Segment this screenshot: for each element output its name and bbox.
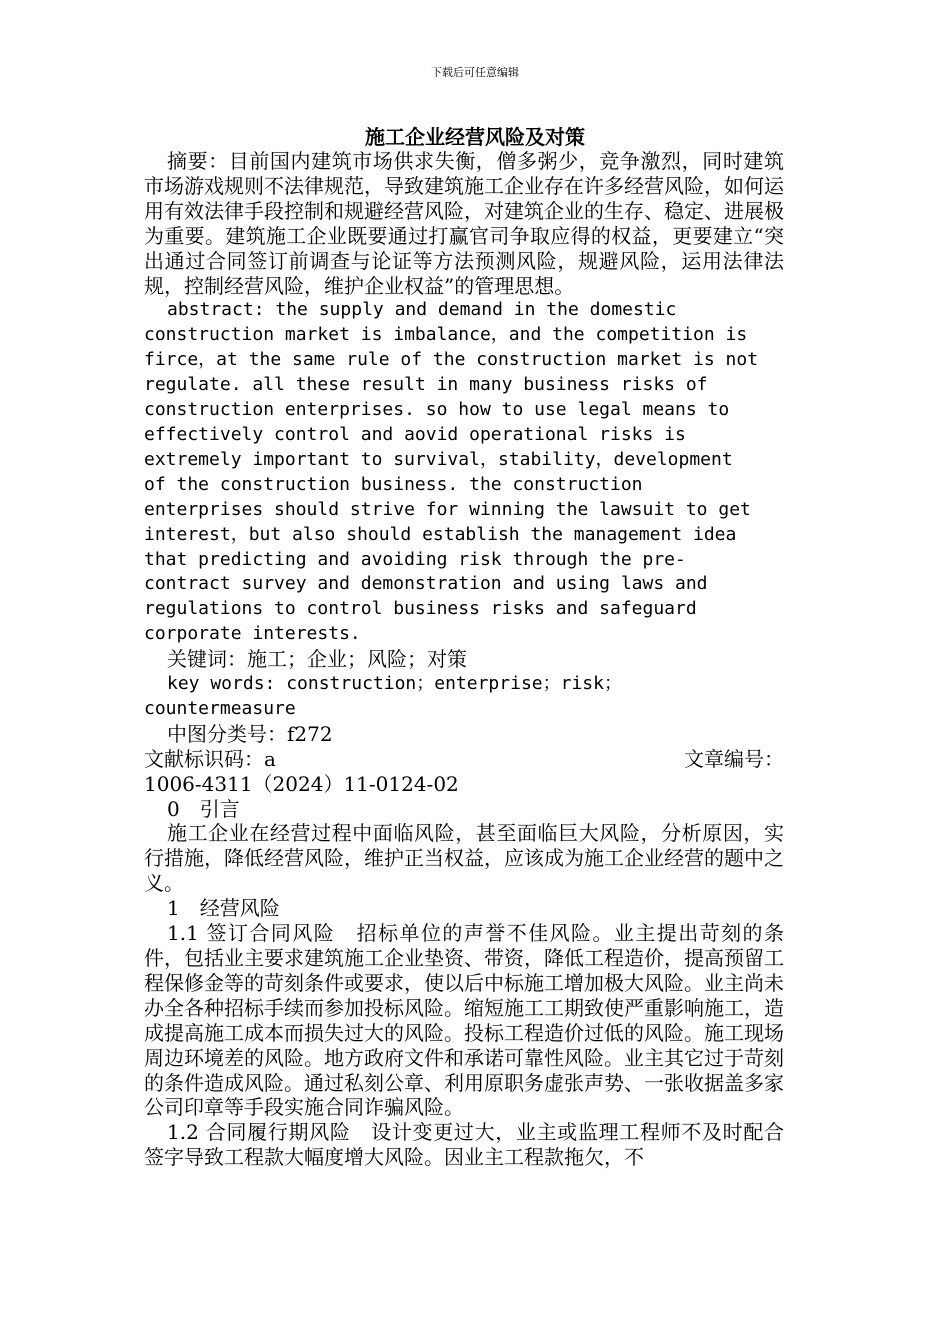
section-1-1-text: 1.1 签订合同风险 招标单位的声誉不佳风险。业主提出苛刻的条件，包括业主要求建筑施工企业垫资、带资，降低工程造价，提高预留工程保修金等的苛刻条件或要求，使以后中标施工增加极大风险。业主尚未办全各种招标手续而参加投标风险。缩短施工工期致使严重影响施工，造成提高施工成本而损失过大的风险。投标工程造价过低的风险。施工现场周边环境差的风险。地方政府文件和承诺可靠性风险。业主其它过于苛刻的条件造成风险。通过私刻公章、利用原职务虚张声势、一张收据盖多家公司印章等手段实施合同诈骗风险。: [144, 921, 784, 1120]
keywords-en-line: key words: construction；enterprise；risk；: [167, 673, 622, 695]
keywords-cn: 关键词：施工；企业；风险；对策: [167, 647, 467, 672]
keywords-en: [144, 672, 784, 722]
section-1-heading: 1 经营风险: [167, 896, 280, 921]
abstract-en-line: construction enterprises. so how to use legal means to: [144, 399, 730, 421]
abstract-en-line: enterprises should strive for winning the lawsuit to get: [144, 498, 751, 520]
abstract-en-line: that predicting and avoiding risk through the pre-: [144, 548, 686, 570]
section-0-heading: 0 引言: [167, 796, 240, 821]
page-title: 施工企业经营风险及对策: [365, 125, 585, 149]
abstract-en-line: abstract: the supply and demand in the domestic: [167, 299, 677, 321]
doc-code-row: [144, 747, 784, 772]
section-1-2-text: 1.2 合同履行期风险 设计变更过大，业主或监理工程师不及时配合签字导致工程款大幅度增大风险。因业主工程款拖欠，不: [144, 1120, 784, 1170]
abstract-en-line: extremely important to survival，stability，development: [144, 448, 733, 470]
header-note: 下载后可任意编辑: [431, 66, 519, 79]
abstract-en-line: interest，but also should establish the management idea: [144, 523, 737, 545]
abstract-en-line: of the construction business. the construction: [144, 473, 643, 495]
section-0-text: 施工企业在经营过程中面临风险，甚至面临巨大风险，分析原因，实行措施，降低经营风险，维护正当权益，应该成为施工企业经营的题中之义。: [144, 821, 784, 896]
keywords-en-line: countermeasure: [144, 697, 296, 719]
abstract-en-line: regulations to control business risks and safeguard: [144, 598, 697, 620]
doc-code: 文献标识码：a: [144, 746, 276, 771]
abstract-en-line: corporate interests.: [144, 623, 361, 645]
abstract-en-line: contract survey and demonstration and using laws and: [144, 573, 708, 595]
article-number: 1006-4311（2024）11-0124-02: [144, 771, 459, 796]
document-body: [144, 149, 784, 1170]
article-number-label: 文章编号：: [684, 746, 784, 771]
clc-number: 中图分类号：f272: [167, 721, 333, 746]
abstract-en-line: construction market is imbalance，and the competition is: [144, 324, 748, 346]
abstract-en-line: effectively control and aovid operational risks is: [144, 423, 686, 445]
abstract-en-line: firce，at the same rule of the construction market is not: [144, 349, 759, 371]
abstract-en: [144, 298, 784, 647]
abstract-en-line: regulate. all these result in many business risks of: [144, 374, 708, 396]
abstract-cn: 摘要：目前国内建筑市场供求失衡，僧多粥少，竞争激烈，同时建筑市场游戏规则不法律规范，导致建筑施工企业存在许多经营风险，如何运用有效法律手段控制和规避经营风险，对建筑企业的生存、稳定、进展极为重要。建筑施工企业既要通过打赢官司争取应得的权益，更要建立“突出通过合同签订前调查与论证等方法预测风险，规避风险，运用法律法规，控制经营风险，维护企业权益”的管理思想。: [144, 149, 784, 298]
